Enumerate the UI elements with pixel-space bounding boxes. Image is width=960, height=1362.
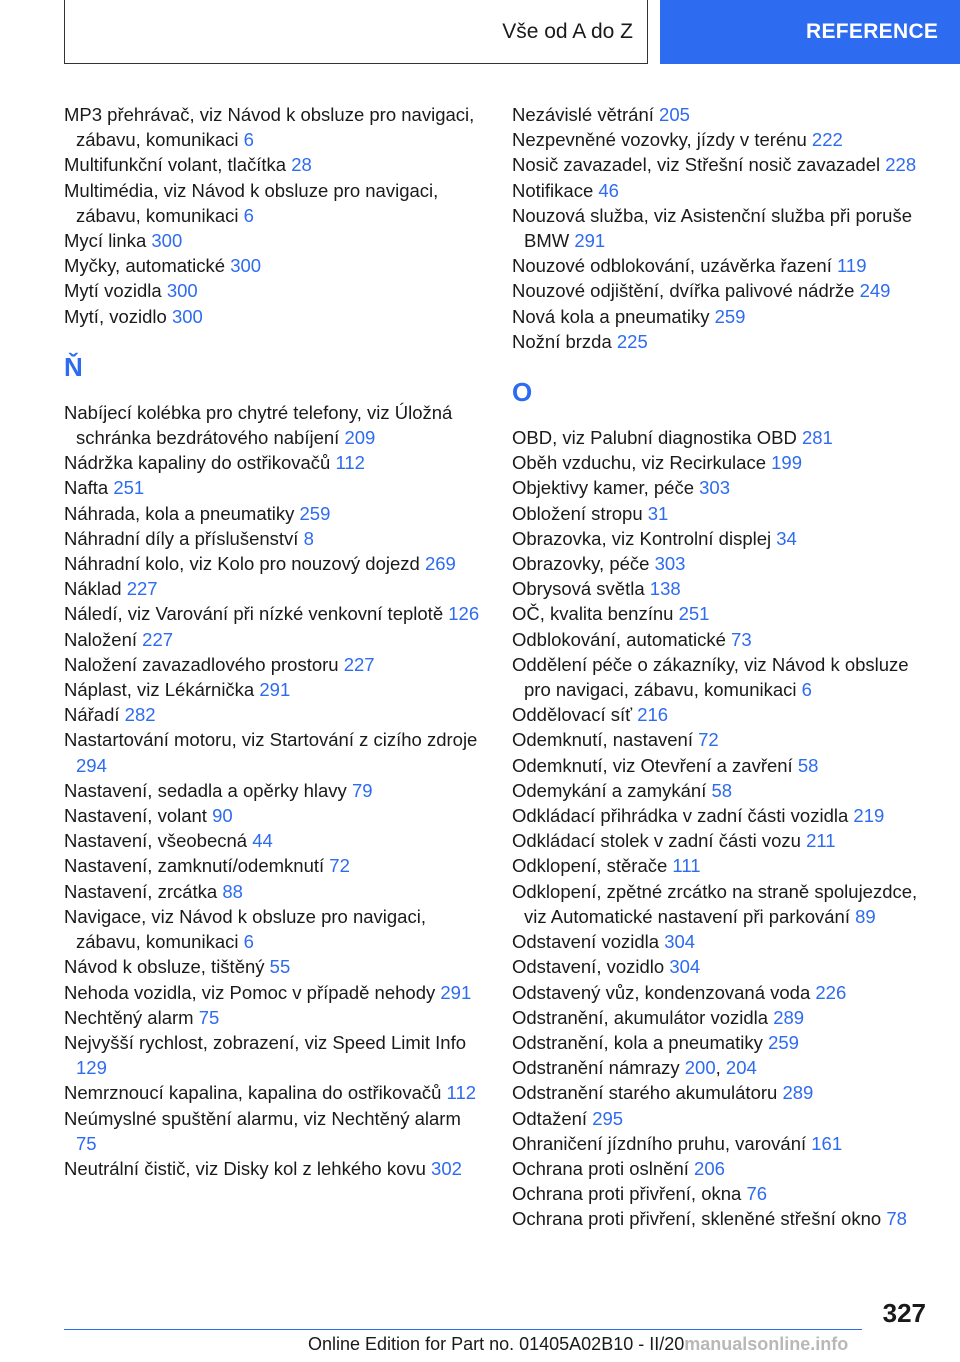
index-entry-text: Oběh vzduchu, viz Recirkulace: [512, 452, 766, 474]
page-reference-link[interactable]: 28: [291, 154, 312, 176]
index-entry: [512, 526, 932, 551]
index-entry-text: Navigace, viz Návod k obsluze pro navigaci, zábavu, komunikaci: [64, 905, 426, 953]
index-entry-text: Odkládací stolek v zadní části vozu: [512, 830, 801, 852]
index-entry-text: Návod k obsluze, tištěný: [64, 956, 265, 978]
index-entry-text: Naložení: [64, 628, 138, 650]
index-entry: [64, 551, 484, 576]
index-entry-text: Odstranění námrazy: [512, 1057, 680, 1079]
page-reference-link[interactable]: 205: [659, 104, 690, 125]
page-reference-link[interactable]: 259: [714, 305, 746, 327]
page-reference-link[interactable]: 31: [647, 502, 669, 524]
index-entry: [64, 1156, 484, 1181]
page-reference-link[interactable]: 112: [335, 452, 365, 474]
page-reference-link[interactable]: 204: [725, 1057, 757, 1079]
index-entry: [512, 727, 932, 752]
index-entry: [64, 304, 484, 329]
footer-brand: manualsonline.info: [684, 1334, 849, 1354]
page-reference-link[interactable]: 211: [806, 830, 836, 852]
index-entry-text: Mycí linka: [64, 230, 147, 252]
index-entry-text: Odkládací přihrádka v zadní části vozidla: [512, 805, 849, 827]
page-reference-link[interactable]: 291: [574, 230, 606, 252]
index-entry: [64, 1080, 484, 1105]
footer-divider: [64, 1329, 862, 1330]
index-letter-heading: Ň: [64, 351, 83, 382]
index-entry: [64, 904, 484, 954]
index-entry-text: Objektivy kamer, péče: [512, 477, 694, 499]
index-entry-text: Oddělovací síť: [512, 704, 633, 726]
page-reference-link[interactable]: 112: [446, 1082, 477, 1104]
index-entry-text: Nemrznoucí kapalina, kapalina do ostřikovačů: [64, 1082, 442, 1104]
index-entry-text: Nouzová služba, viz Asistenční služba při poruše BMW: [512, 204, 913, 252]
index-entry-text: Nastavení, sedadla a opěrky hlavy: [64, 779, 347, 801]
page-reference-link[interactable]: 302: [431, 1157, 462, 1179]
page-reference-link[interactable]: 161: [811, 1132, 843, 1154]
index-entry: [512, 501, 932, 526]
index-entry-text: Nastavení, zamknutí/odemknutí: [64, 855, 325, 877]
index-entry-text: Odtažení: [512, 1107, 588, 1129]
index-entry: [512, 954, 932, 979]
index-entry: [64, 702, 484, 727]
page-reference-link[interactable]: 251: [113, 477, 145, 499]
index-entry: [512, 1181, 932, 1206]
reference-badge: [660, 0, 960, 64]
page-reference-link[interactable]: 79: [351, 779, 373, 801]
page-reference-link[interactable]: 200: [684, 1057, 716, 1079]
index-entry-text: Náplast, viz Lékárnička: [64, 679, 255, 701]
page-reference-link[interactable]: 300: [171, 305, 203, 327]
index-entry: [512, 652, 932, 702]
index-entry: [512, 778, 932, 803]
page-reference-link[interactable]: 46: [598, 179, 619, 201]
index-entry-text: Nouzové odjištění, dvířka palivové nádrže: [512, 280, 855, 302]
page-reference-link[interactable]: 126: [448, 603, 480, 625]
index-entry-text: Nabíjecí kolébka pro chytré telefony, viz Úložná schránka bezdrátového nabíjení: [64, 401, 453, 449]
page-reference-link[interactable]: 259: [768, 1031, 799, 1053]
page-reference-link[interactable]: 259: [299, 502, 331, 524]
index-entry-text: Odstavení, vozidlo: [512, 956, 665, 978]
index-entry-text: Ohraničení jízdního pruhu, varování: [512, 1132, 807, 1154]
index-letter-heading: O: [512, 377, 533, 408]
index-entry: [512, 1156, 932, 1181]
index-entry-text: Mytí, vozidlo: [64, 305, 167, 327]
page-reference-link[interactable]: 251: [678, 603, 710, 625]
index-entry-text: Nosič zavazadel, viz Střešní nosič zavazadel: [512, 154, 881, 176]
index-entry: [512, 1131, 932, 1156]
index-entry: [64, 178, 484, 228]
index-entry-text: Ochrana proti přivření, okna: [512, 1183, 742, 1205]
page-reference-link[interactable]: 300: [166, 280, 198, 302]
page-reference-link[interactable]: 304: [669, 956, 701, 978]
reference-badge-label: REFERENCE: [806, 20, 939, 43]
index-entry: [512, 601, 932, 626]
index-entry-text: Nastavení, všeobecná: [64, 830, 248, 852]
index-entry-text: Nehoda vozidla, viz Pomoc v případě nehody: [64, 981, 436, 1003]
index-entry-text: Odemknutí, viz Otevření a zavření: [512, 754, 793, 776]
index-entry-text: Náhrada, kola a pneumatiky: [64, 502, 295, 524]
index-entry: [512, 152, 932, 177]
index-entry: [64, 803, 484, 828]
page-reference-link[interactable]: 300: [151, 230, 183, 252]
page-reference-link[interactable]: 227: [343, 653, 375, 675]
section-title-tab: [64, 0, 648, 64]
page-reference-link[interactable]: 111: [672, 855, 701, 877]
page-reference-link[interactable]: 227: [142, 628, 174, 650]
page-reference-link[interactable]: 303: [699, 477, 731, 499]
index-entry-text: Nožní brzda: [512, 330, 612, 352]
index-entry-text: Obrysová světla: [512, 578, 645, 600]
index-entry: [64, 1005, 484, 1030]
index-entry-text: Multimédia, viz Návod k obsluze pro navigaci, zábavu, komunikaci: [64, 179, 439, 226]
index-entry-text: Odstavený vůz, kondenzovaná voda: [512, 981, 811, 1003]
index-entry: [64, 526, 484, 551]
page-reference-link[interactable]: 219: [853, 805, 885, 827]
index-entry-text: Neutrální čistič, viz Disky kol z lehkého kovu: [64, 1157, 426, 1179]
index-entry: [512, 450, 932, 475]
page-reference-link[interactable]: 206: [694, 1157, 725, 1179]
index-entry: [512, 1206, 932, 1231]
index-entry: [64, 152, 484, 177]
section-title: Vše od A do Z: [502, 19, 633, 43]
index-entry: [64, 727, 484, 777]
index-entry-text: Náhradní díly a příslušenství: [64, 527, 299, 549]
index-entry: [64, 601, 484, 626]
index-entry-text: Odstranění, kola a pneumatiky: [512, 1031, 763, 1053]
index-entry: [512, 627, 932, 652]
index-entry: [64, 677, 484, 702]
page-reference-link[interactable]: 282: [124, 704, 156, 726]
index-entry-text: MP3 přehrávač, viz Návod k obsluze pro navigaci, zábavu, komunikaci: [64, 104, 475, 151]
index-entry-text: Odstranění, akumulátor vozidla: [512, 1006, 769, 1028]
page-reference-link[interactable]: 291: [259, 679, 291, 701]
page-reference-link[interactable]: 295: [592, 1107, 624, 1129]
index-entry: [64, 400, 484, 450]
index-entry: [512, 576, 932, 601]
page-reference-link[interactable]: 289: [782, 1082, 814, 1104]
index-entry-text: Odklopení, zpětné zrcátko na straně spolujezdce, viz Automatické nastavení při parkování: [512, 880, 918, 927]
index-entry: [64, 475, 484, 500]
index-entry: [64, 627, 484, 652]
page-reference-link[interactable]: 6: [243, 204, 254, 226]
index-entry: [512, 102, 932, 127]
index-entry: [64, 879, 484, 904]
page-reference-link[interactable]: 228: [885, 154, 917, 176]
index-entry: [64, 228, 484, 253]
page-reference-link[interactable]: 129: [76, 1057, 107, 1079]
page-reference-link[interactable]: 58: [797, 754, 819, 776]
index-entry-text: Odblokování, automatické: [512, 628, 726, 650]
index-entry: [512, 853, 932, 878]
index-entry-text: Náledí, viz Varování při nízké venkovní teplotě: [64, 603, 444, 625]
page-reference-link[interactable]: 119: [836, 255, 867, 277]
footer-edition: Online Edition for Part no. 01405A02B10 - II/20: [308, 1334, 685, 1354]
page-reference-link[interactable]: 300: [230, 255, 262, 277]
page-reference-link[interactable]: 226: [815, 981, 847, 1003]
index-entry-text: Odstranění starého akumulátoru: [512, 1082, 778, 1104]
index-entry-text: Mytí vozidla: [64, 280, 162, 302]
index-entry-text: Ochrana proti oslnění: [512, 1157, 689, 1179]
page-reference-link[interactable]: 72: [329, 855, 350, 877]
index-entry-text: Multifunkční volant, tlačítka: [64, 154, 287, 176]
index-entry-text: Obložení stropu: [512, 502, 643, 524]
index-entry-text: Odstavení vozidla: [512, 931, 660, 953]
index-entry-text: Oddělení péče o zákazníky, viz Návod k obsluze pro navigaci, zábavu, komunikaci: [512, 653, 909, 701]
index-entry-text: Neúmyslné spuštění alarmu, viz Nechtěný alarm: [64, 1107, 461, 1129]
index-entry: [64, 278, 484, 303]
index-entry: [512, 1106, 932, 1131]
index-entry: [64, 102, 484, 152]
page-reference-link[interactable]: 75: [76, 1132, 97, 1154]
index-entry-text: Nechtěný alarm: [64, 1006, 194, 1028]
page-number: 327: [882, 1298, 926, 1328]
index-entry: [64, 828, 484, 853]
index-entry: [512, 929, 932, 954]
index-entry: [512, 1005, 932, 1030]
page-reference-link[interactable]: 216: [637, 704, 669, 726]
index-entry: [64, 576, 484, 601]
index-entry-text: Notifikace: [512, 179, 594, 201]
page-reference-link[interactable]: 88: [222, 880, 243, 902]
index-entry-text: Odemknutí, nastavení: [512, 729, 693, 751]
index-entry-text: Naložení zavazadlového prostoru: [64, 653, 339, 675]
index-entry-text: Nastartování motoru, viz Startování z cizího zdroje: [64, 729, 478, 751]
page-reference-link[interactable]: 6: [801, 679, 812, 701]
footer: [308, 1334, 848, 1355]
index-entry-text: Ochrana proti přivření, skleněné střešní okno: [512, 1208, 882, 1230]
index-entry: [64, 501, 484, 526]
index-entry: [64, 778, 484, 803]
index-entry: [64, 954, 484, 979]
index-entry: [512, 753, 932, 778]
page-reference-link[interactable]: 58: [711, 779, 733, 801]
index-entry: [512, 253, 932, 278]
index-entry-text: Nářadí: [64, 704, 120, 726]
page-reference-link[interactable]: 89: [855, 905, 876, 927]
page-reference-link[interactable]: 304: [664, 931, 696, 953]
page-reference-link[interactable]: 294: [76, 754, 107, 776]
index-entry-text: OČ, kvalita benzínu: [512, 603, 674, 625]
index-entry-text: Myčky, automatické: [64, 255, 226, 277]
page-reference-link[interactable]: 6: [243, 931, 254, 953]
index-entry: [64, 853, 484, 878]
page-reference-link[interactable]: 222: [811, 129, 843, 151]
page-reference-link[interactable]: 8: [303, 527, 314, 549]
page-reference-link[interactable]: 72: [698, 729, 719, 751]
index-entry: [512, 304, 932, 329]
index-entry: [512, 203, 932, 253]
page-reference-link[interactable]: 78: [886, 1208, 907, 1230]
page-reference-link[interactable]: 289: [773, 1006, 805, 1028]
index-entry: [512, 329, 932, 354]
page-reference-link[interactable]: 209: [344, 427, 376, 449]
index-entry-text: Nouzové odblokování, uzávěrka řazení: [512, 255, 832, 277]
page-reference-link[interactable]: 227: [126, 578, 158, 600]
index-entry-text: Nádržka kapaliny do ostřikovačů: [64, 452, 331, 474]
index-entry-text: OBD, viz Palubní diagnostika OBD: [512, 427, 797, 449]
page-reference-link[interactable]: 76: [746, 1183, 768, 1205]
index-entry: [512, 803, 932, 828]
index-entry: [64, 1030, 484, 1080]
index-entry-text: Nastavení, volant: [64, 805, 207, 827]
index-entry: [64, 450, 484, 475]
index-entry: [512, 178, 932, 203]
index-entry: [512, 551, 932, 576]
index-entry: [64, 980, 484, 1005]
page-reference-link[interactable]: 303: [654, 553, 686, 575]
page-reference-link[interactable]: 249: [859, 280, 891, 302]
page-reference-link[interactable]: 44: [252, 830, 273, 852]
index-entry: [512, 828, 932, 853]
page-reference-link[interactable]: 225: [616, 330, 648, 352]
index-entry: [512, 702, 932, 727]
index-entry-text: Nová kola a pneumatiky: [512, 305, 710, 327]
page-reference-link[interactable]: 269: [424, 553, 456, 575]
index-entry: [512, 475, 932, 500]
index-column-left: [64, 102, 484, 1181]
page-reference-link[interactable]: 6: [243, 129, 254, 151]
page-reference-link[interactable]: 75: [198, 1006, 220, 1028]
index-entry-text: Odemykání a zamykání: [512, 779, 707, 801]
page-reference-link[interactable]: 199: [771, 452, 802, 474]
index-column-right: [512, 102, 932, 1232]
index-entry-text: Nezpevněné vozovky, jízdy v terénu: [512, 129, 807, 151]
page-reference-link[interactable]: 34: [776, 527, 797, 549]
page-reference-link[interactable]: 291: [440, 981, 472, 1003]
index-entry-text: Náhradní kolo, viz Kolo pro nouzový dojezd: [64, 553, 420, 575]
index-entry: [512, 425, 932, 450]
index-entry: [512, 278, 932, 303]
page-reference-link[interactable]: 55: [269, 956, 291, 978]
page-reference-link[interactable]: 73: [731, 628, 752, 650]
index-entry-text: Obrazovka, viz Kontrolní displej: [512, 527, 772, 549]
index-entry-text: Náklad: [64, 578, 122, 600]
index-entry-text: Nejvyšší rychlost, zobrazení, viz Speed Limit Info: [64, 1031, 467, 1053]
index-entry-text: Nezávislé větrání: [512, 104, 654, 125]
page-reference-link[interactable]: 281: [801, 427, 833, 449]
index-entry: Odstranění námrazy 200, 204: [512, 1057, 757, 1079]
index-entry: [512, 1030, 932, 1055]
index-entry: [512, 1080, 932, 1105]
index-entry: [64, 1106, 484, 1156]
index-entry-text: Odklopení, stěrače: [512, 855, 668, 877]
page-reference-link[interactable]: 138: [649, 578, 681, 600]
index-entry: [64, 652, 484, 677]
index-entry-text: Obrazovky, péče: [512, 553, 650, 575]
index-entry: [512, 127, 932, 152]
index-entry: [512, 879, 932, 929]
index-entry: [64, 253, 484, 278]
page-reference-link[interactable]: 90: [212, 805, 233, 827]
index-entry: [512, 980, 932, 1005]
index-entry-text: Nastavení, zrcátka: [64, 880, 218, 902]
index-entry-text: Nafta: [64, 477, 109, 499]
